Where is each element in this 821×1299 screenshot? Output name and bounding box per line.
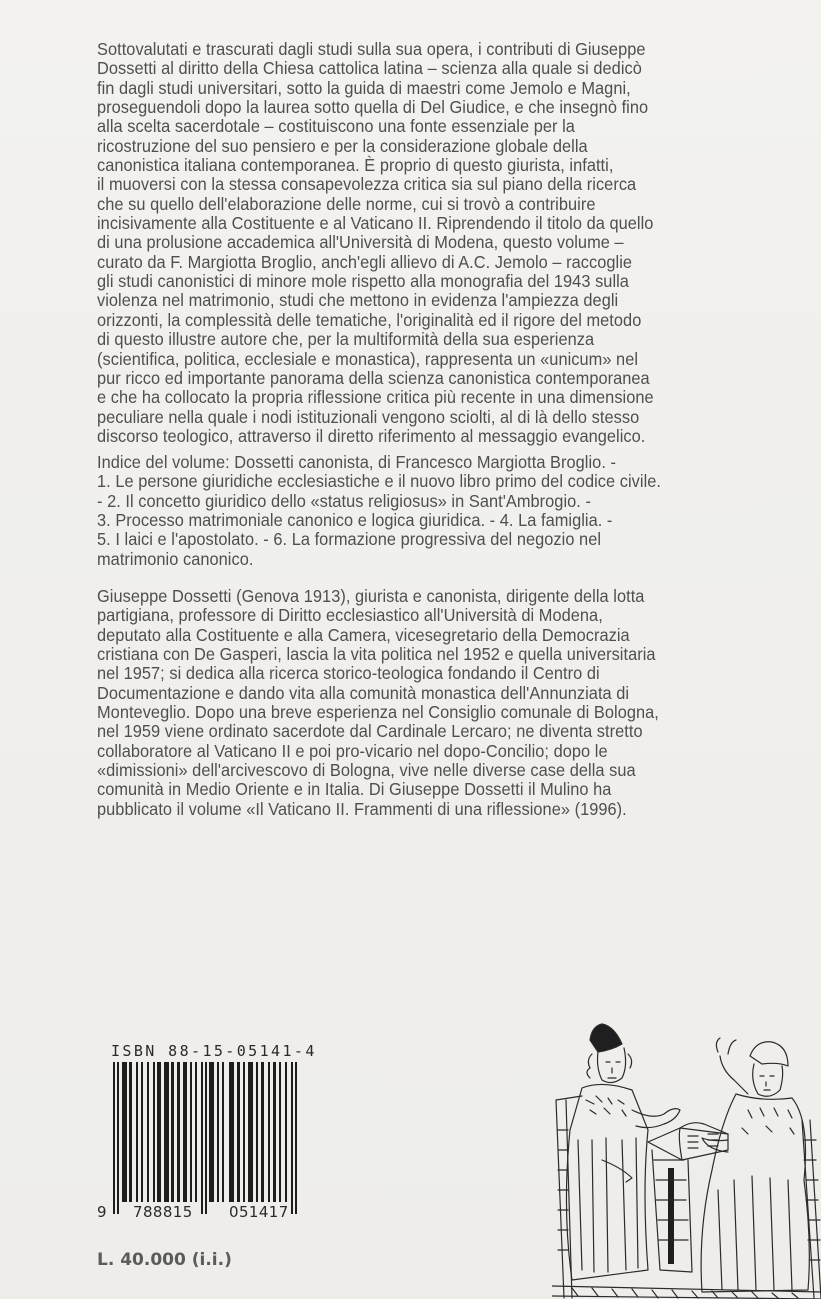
contents-line: 5. I laici e l'apostolato. - 6. La formazione progressiva del negozio nel (97, 529, 602, 550)
blurb-line: discorso teologico, attraverso il diretto riferimento al messaggio evangelico. (97, 425, 646, 446)
contents-line: 3. Processo matrimoniale canonico e logica giuridica. - 4. La famiglia. - (97, 510, 613, 531)
blurb-line: (scientifica, politica, ecclesiale e monastica), rappresenta un «unicum» nel (97, 348, 639, 369)
contents-line: - 2. Il concetto giuridico dello «status religiosus» in Sant'Ambrogio. - (97, 490, 591, 511)
isbn-label: ISBN 88-15-05141-4 (111, 1042, 317, 1060)
bio-line: deputato alla Costituente e alla Camera, vicesegretario della Democrazia (97, 624, 630, 645)
barcode-icon (111, 1062, 311, 1214)
blurb-line: di una prolusione accademica all'Università di Modena, questo volume – (97, 232, 624, 253)
woodcut-illustration-icon (552, 1010, 821, 1299)
blurb-line: alla scelta sacerdotale – costituiscono una fonte essenziale per la (97, 116, 575, 137)
bio-line: comunità in Medio Oriente e in Italia. Di Giuseppe Dossetti il Mulino ha (97, 779, 612, 800)
blurb-line: violenza nel matrimonio, studi che mettono in evidenza l'ampiezza degli (97, 290, 619, 311)
blurb-line: che su quello dell'elaborazione delle norme, cui si trovò a contribuire (97, 193, 596, 214)
ean-right-digits: 051417 (229, 1203, 289, 1221)
blurb-line: gli studi canonistici di minore mole rispetto alla monografia del 1943 sulla (97, 271, 629, 292)
bio-line: «dimissioni» dell'arcivescovo di Bologna, vive nelle diverse case della sua (97, 760, 636, 781)
blurb-line: di questo illustre autore che, per la multiformità della sua esperienza (97, 329, 595, 350)
contents-line: 1. Le persone giuridiche ecclesiastiche e il nuovo libro primo del codice civile. (97, 471, 662, 492)
bio-line: nel 1959 viene ordinato sacerdote dal Cardinale Lercaro; ne diventa stretto (97, 721, 643, 742)
blurb-line: pur ricco ed importante panorama della scienza canonistica contemporanea (97, 367, 650, 388)
blurb-line: canonistica italiana contemporanea. È proprio di questo giurista, infatti, (97, 155, 614, 176)
blurb-line: proseguendoli dopo la laurea sotto quella di Del Giudice, e che insegnò fino (97, 97, 649, 118)
blurb-line: Sottovalutati e trascurati dagli studi sulla sua opera, i contributi di Giuseppe (97, 39, 646, 59)
contents-line: Indice del volume: Dossetti canonista, di Francesco Margiotta Broglio. - (97, 452, 616, 472)
bio-line: partigiana, professore di Diritto ecclesiastico all'Università di Modena, (97, 605, 603, 626)
bio-line: cristiana con De Gasperi, lascia la vita politica nel 1952 e quella universitaria (97, 644, 656, 665)
blurb-line: incisivamente alla Costituente e al Vaticano II. Riprendendo il titolo da quello (97, 213, 654, 234)
table-of-contents (97, 453, 817, 569)
bio-line: pubblicato il volume «Il Vaticano II. Frammenti di una riflessione» (1996). (97, 798, 627, 819)
bio-line: Documentazione e dando vita alla comunità monastica dell'Annunziata di (97, 682, 630, 703)
isbn-barcode (97, 1040, 357, 1220)
bio-line: Giuseppe Dossetti (Genova 1913), giurista e canonista, dirigente della lotta (97, 586, 645, 606)
blurb-line: il muoversi con la stessa consapevolezza critica sia sul piano della ricerca (97, 174, 637, 195)
blurb-line: orizzonti, la complessità delle tematiche, l'originalità ed il rigore del metodo (97, 309, 642, 330)
price-label: L. 40.000 (i.i.) (97, 1250, 232, 1270)
bio-line: collaboratore al Vaticano II e poi pro-vicario nel dopo-Concilio; dopo le (97, 740, 608, 761)
bio-line: nel 1957; si dedica alla ricerca storico-teologica fondando il Centro di (97, 663, 600, 684)
blurb-line: e che ha collocato la propria riflessione critica più recente in una dimensione (97, 387, 654, 408)
blurb-line: ricostruzione del suo pensiero e per la considerazione globale della (97, 135, 588, 156)
ean-lead-digit: 9 (97, 1203, 107, 1221)
blurb-line: Dossetti al diritto della Chiesa cattolica latina – scienza alla quale si dedicò (97, 58, 642, 79)
author-biography (97, 587, 817, 819)
blurb-line: fin dagli studi universitari, sotto la guida di maestri come Jemolo e Magni, (97, 77, 631, 98)
blurb-line: curato da F. Margiotta Broglio, anch'egli allievo di A.C. Jemolo – raccoglie (97, 251, 633, 272)
blurb-paragraph (97, 40, 817, 446)
bio-line: Monteveglio. Dopo una breve esperienza nel Consiglio comunale di Bologna, (97, 702, 659, 723)
ean-left-digits: 788815 (133, 1203, 193, 1221)
blurb-line: peculiare nella quale i nodi istituzionali vengono sciolti, al di là dello stesso (97, 406, 640, 427)
contents-line: matrimonio canonico. (97, 548, 254, 569)
